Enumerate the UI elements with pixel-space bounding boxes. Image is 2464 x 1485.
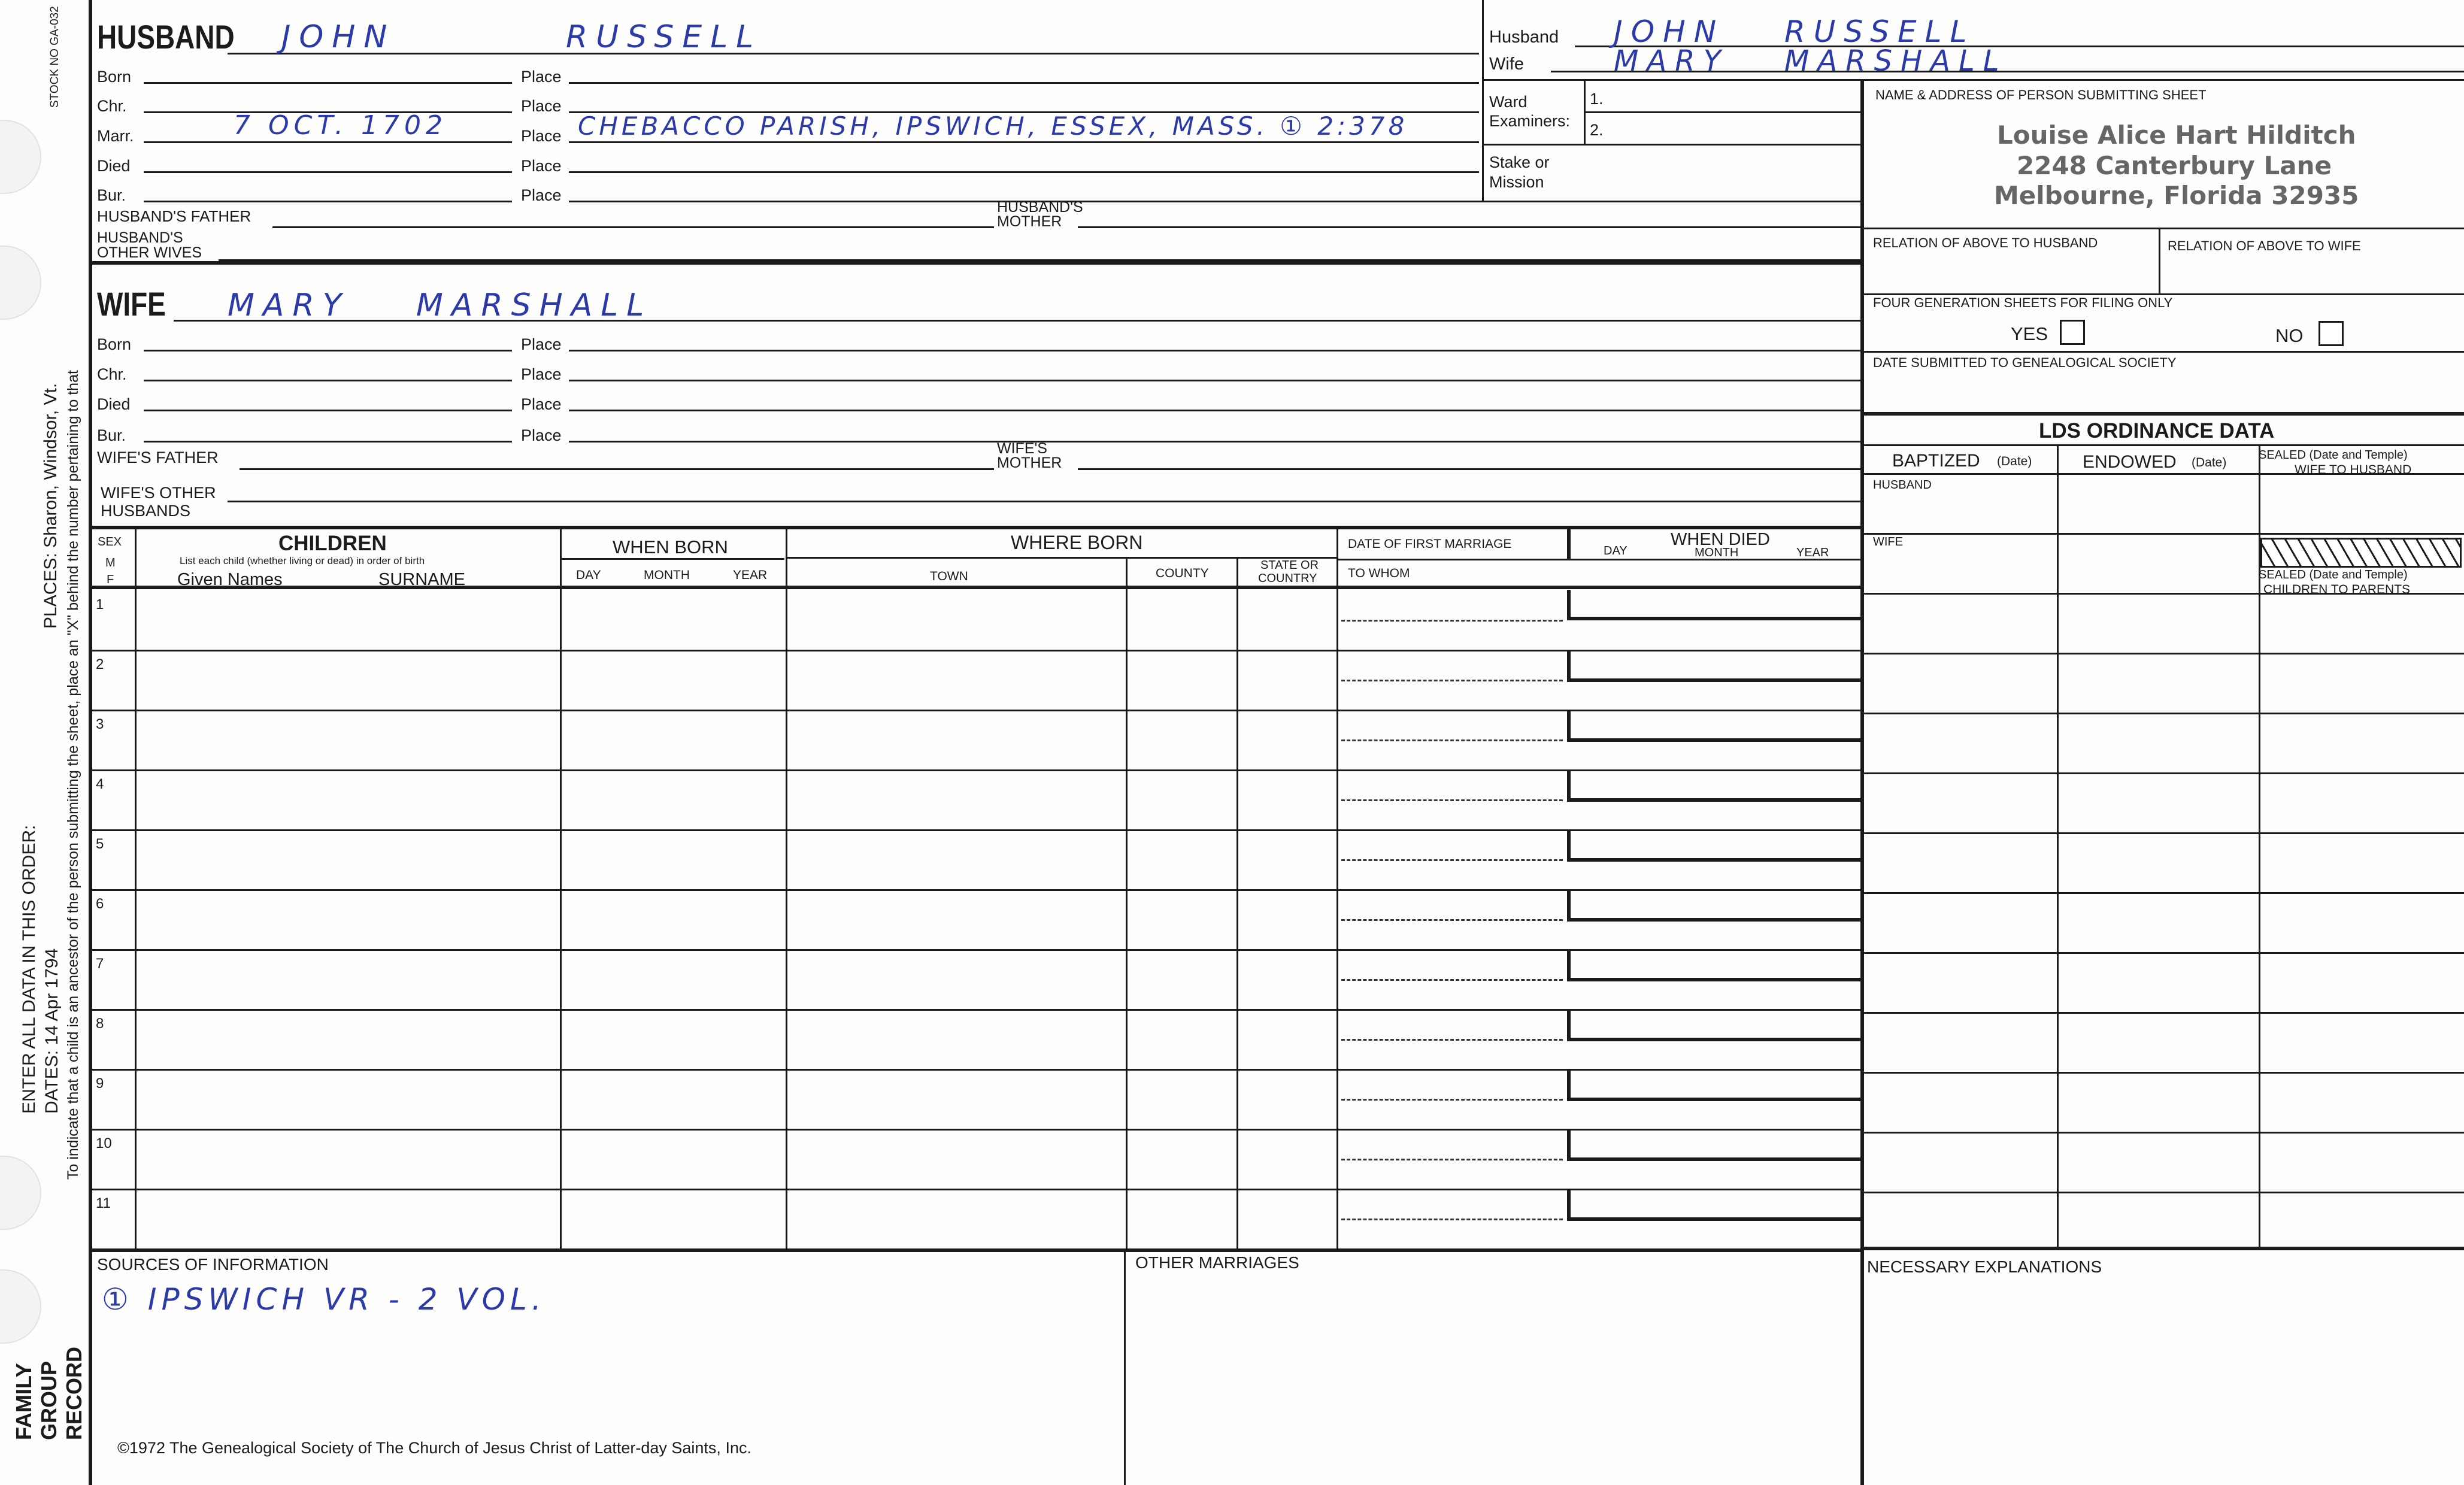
relation-wife-label: RELATION OF ABOVE TO WIFE <box>2168 238 2361 253</box>
col-to-whom: TO WHOM <box>1348 566 1410 580</box>
husband-marriage-date: 7 OCT. 1702 <box>234 110 447 141</box>
wife-bur-label: Bur. <box>97 426 126 444</box>
child-row-number: 10 <box>96 1135 112 1151</box>
col-first-marriage: DATE OF FIRST MARRIAGE <box>1348 537 1512 551</box>
relation-husband-label: RELATION OF ABOVE TO HUSBAND <box>1873 235 2098 250</box>
husband-marr-place-label: Place <box>521 127 562 145</box>
stake-label-2: Mission <box>1489 173 1544 191</box>
col-where-born: WHERE BORN <box>1011 532 1143 553</box>
punch-hole <box>0 1156 41 1230</box>
submitter-label: NAME & ADDRESS OF PERSON SUBMITTING SHEET <box>1875 87 2207 102</box>
places-instruction: PLACES: Sharon, Windsor, Vt. <box>41 383 60 629</box>
col-given-names: Given Names <box>177 570 283 589</box>
punch-hole <box>0 1269 41 1344</box>
wife-mother-label-1: WIFE'S <box>997 440 1047 457</box>
sources-label: SOURCES OF INFORMATION <box>97 1255 329 1274</box>
col-children-title: CHILDREN <box>278 532 387 555</box>
col-sex-3: F <box>107 573 114 586</box>
husband-other-wives-1: HUSBAND'S <box>97 229 183 246</box>
examiner-2: 2. <box>1590 121 1604 139</box>
wife-born-label: Born <box>97 335 132 353</box>
husband-marriage-place: CHEBACCO PARISH, IPSWICH, ESSEX, MASS. ① 2:378 <box>578 111 1408 141</box>
wife-bur-place-label: Place <box>521 426 562 444</box>
yes-checkbox[interactable] <box>2060 320 2085 345</box>
child-row-number: 2 <box>96 656 104 672</box>
wife-other-husbands-1: WIFE'S OTHER <box>101 484 216 502</box>
summary-wife-given: MARY <box>1614 44 1729 78</box>
yes-label: YES <box>2011 323 2048 344</box>
other-marriages-label: OTHER MARRIAGES <box>1135 1253 1299 1272</box>
wife-father-label: WIFE'S FATHER <box>97 448 219 466</box>
lds-sealed-wife-1: SEALED (Date and Temple) <box>2259 448 2408 462</box>
record-title-family: FAMILY <box>11 1363 36 1440</box>
wife-other-husbands-2: HUSBANDS <box>101 502 191 520</box>
wife-died-place-label: Place <box>521 395 562 413</box>
child-row-number: 1 <box>96 596 104 613</box>
date-submitted-label: DATE SUBMITTED TO GENEALOGICAL SOCIETY <box>1873 355 2177 370</box>
col-county: COUNTY <box>1156 566 1209 580</box>
husband-born-label: Born <box>97 68 132 86</box>
wife-heading: WIFE <box>97 285 166 323</box>
examiners-label: Examiners: <box>1489 112 1571 130</box>
wife-surname: MARSHALL <box>416 287 653 323</box>
husband-marr-label: Marr. <box>97 127 134 145</box>
lds-sealed-children-1: SEALED (Date and Temple) <box>2259 568 2408 581</box>
lds-hatch-box <box>2260 538 2462 568</box>
child-row-number: 11 <box>96 1195 111 1211</box>
husband-father-label: HUSBAND'S FATHER <box>97 207 251 225</box>
husband-other-wives-2: OTHER WIVES <box>97 244 202 261</box>
lds-husband-row: HUSBAND <box>1873 478 1932 492</box>
dates-instruction: DATES: 14 Apr 1794 <box>42 948 62 1114</box>
child-row-number: 9 <box>96 1075 104 1092</box>
col-when-died: WHEN DIED <box>1671 530 1770 549</box>
lds-endowed-label: ENDOWED <box>2083 452 2177 472</box>
col-sex-2: M <box>105 556 116 569</box>
submitter-name: Louise Alice Hart Hilditch <box>1997 120 2356 150</box>
col-died-day: DAY <box>1604 544 1627 557</box>
summary-husband-label: Husband <box>1489 28 1559 47</box>
ancestor-instruction: To indicate that a child is an ancestor of the person submitting the sheet, place an "X" behind the number pertaining to that <box>65 370 81 1180</box>
husband-bur-place-label: Place <box>521 186 562 204</box>
lds-baptized-date: (Date) <box>1997 454 2032 468</box>
col-sex-1: SEX <box>98 535 122 548</box>
no-checkbox[interactable] <box>2318 321 2344 346</box>
ward-label: Ward <box>1489 93 1528 111</box>
punch-hole <box>0 120 41 194</box>
husband-chr-place-label: Place <box>521 97 562 115</box>
col-born-year: YEAR <box>733 568 768 582</box>
wife-mother-label-2: MOTHER <box>997 454 1062 471</box>
col-surname: SURNAME <box>378 570 466 589</box>
husband-chr-label: Chr. <box>97 97 127 115</box>
sources-text: ① IPSWICH VR - 2 VOL. <box>102 1282 546 1317</box>
child-row-number: 4 <box>96 776 104 792</box>
col-born-month: MONTH <box>644 568 690 582</box>
wife-given-name: MARY <box>228 287 350 323</box>
child-row-number: 8 <box>96 1016 104 1032</box>
husband-died-place-label: Place <box>521 157 562 175</box>
lds-sealed-wife-2: WIFE TO HUSBAND <box>2295 463 2412 477</box>
husband-mother-label-2: MOTHER <box>997 213 1062 230</box>
submitter-street: 2248 Canterbury Lane <box>2017 151 2332 180</box>
stock-number: STOCK NO GA-032 <box>49 6 61 108</box>
col-state-1: STATE OR <box>1260 559 1319 572</box>
col-born-day: DAY <box>576 568 601 582</box>
lds-endowed-date: (Date) <box>2192 456 2227 469</box>
husband-died-label: Died <box>97 157 131 175</box>
husband-heading: HUSBAND <box>97 18 235 56</box>
col-children-note: List each child (whether living or dead) in order of birth <box>180 555 425 566</box>
summary-husband-surname: RUSSELL <box>1784 14 1975 49</box>
punch-hole <box>0 246 41 320</box>
child-row-number: 3 <box>96 716 104 732</box>
husband-given-name: JOHN <box>281 19 396 55</box>
lds-wife-row: WIFE <box>1873 535 1903 548</box>
child-row-number: 7 <box>96 956 104 972</box>
husband-bur-label: Bur. <box>97 186 126 204</box>
husband-mother-label-1: HUSBAND'S <box>997 199 1083 216</box>
no-label: NO <box>2275 325 2304 346</box>
summary-wife-label: Wife <box>1489 54 1524 74</box>
col-died-month: MONTH <box>1695 546 1739 559</box>
copyright: ©1972 The Genealogical Society of The Church of Jesus Christ of Latter-day Saints, Inc. <box>117 1439 751 1457</box>
husband-born-place-label: Place <box>521 68 562 86</box>
col-when-born: WHEN BORN <box>613 537 728 557</box>
wife-chr-label: Chr. <box>97 365 127 383</box>
wife-born-place-label: Place <box>521 335 562 353</box>
child-row-number: 6 <box>96 896 104 912</box>
enter-data-instruction: ENTER ALL DATA IN THIS ORDER: <box>19 825 39 1114</box>
stake-label-1: Stake or <box>1489 153 1550 171</box>
col-died-year: YEAR <box>1796 546 1829 559</box>
wife-died-label: Died <box>97 395 131 413</box>
summary-husband-given: JOHN <box>1614 14 1725 49</box>
husband-surname: RUSSELL <box>566 19 762 55</box>
col-town: TOWN <box>930 569 968 583</box>
lds-title: LDS ORDINANCE DATA <box>2039 419 2275 443</box>
form-left-border <box>89 0 92 1485</box>
record-title-group: GROUP <box>37 1360 61 1440</box>
examiner-1: 1. <box>1590 90 1604 108</box>
lds-sealed-children-2: CHILDREN TO PARENTS <box>2263 583 2411 596</box>
explanations-label: NECESSARY EXPLANATIONS <box>1867 1257 2102 1276</box>
wife-chr-place-label: Place <box>521 365 562 383</box>
record-title-record: RECORD <box>62 1346 86 1440</box>
col-state-2: COUNTRY <box>1258 572 1317 585</box>
four-gen-label: FOUR GENERATION SHEETS FOR FILING ONLY <box>1873 295 2173 310</box>
child-row-number: 5 <box>96 836 104 852</box>
lds-baptized-label: BAPTIZED <box>1892 451 1980 471</box>
summary-wife-surname: MARSHALL <box>1784 44 2008 78</box>
submitter-city: Melbourne, Florida 32935 <box>1994 181 2359 210</box>
